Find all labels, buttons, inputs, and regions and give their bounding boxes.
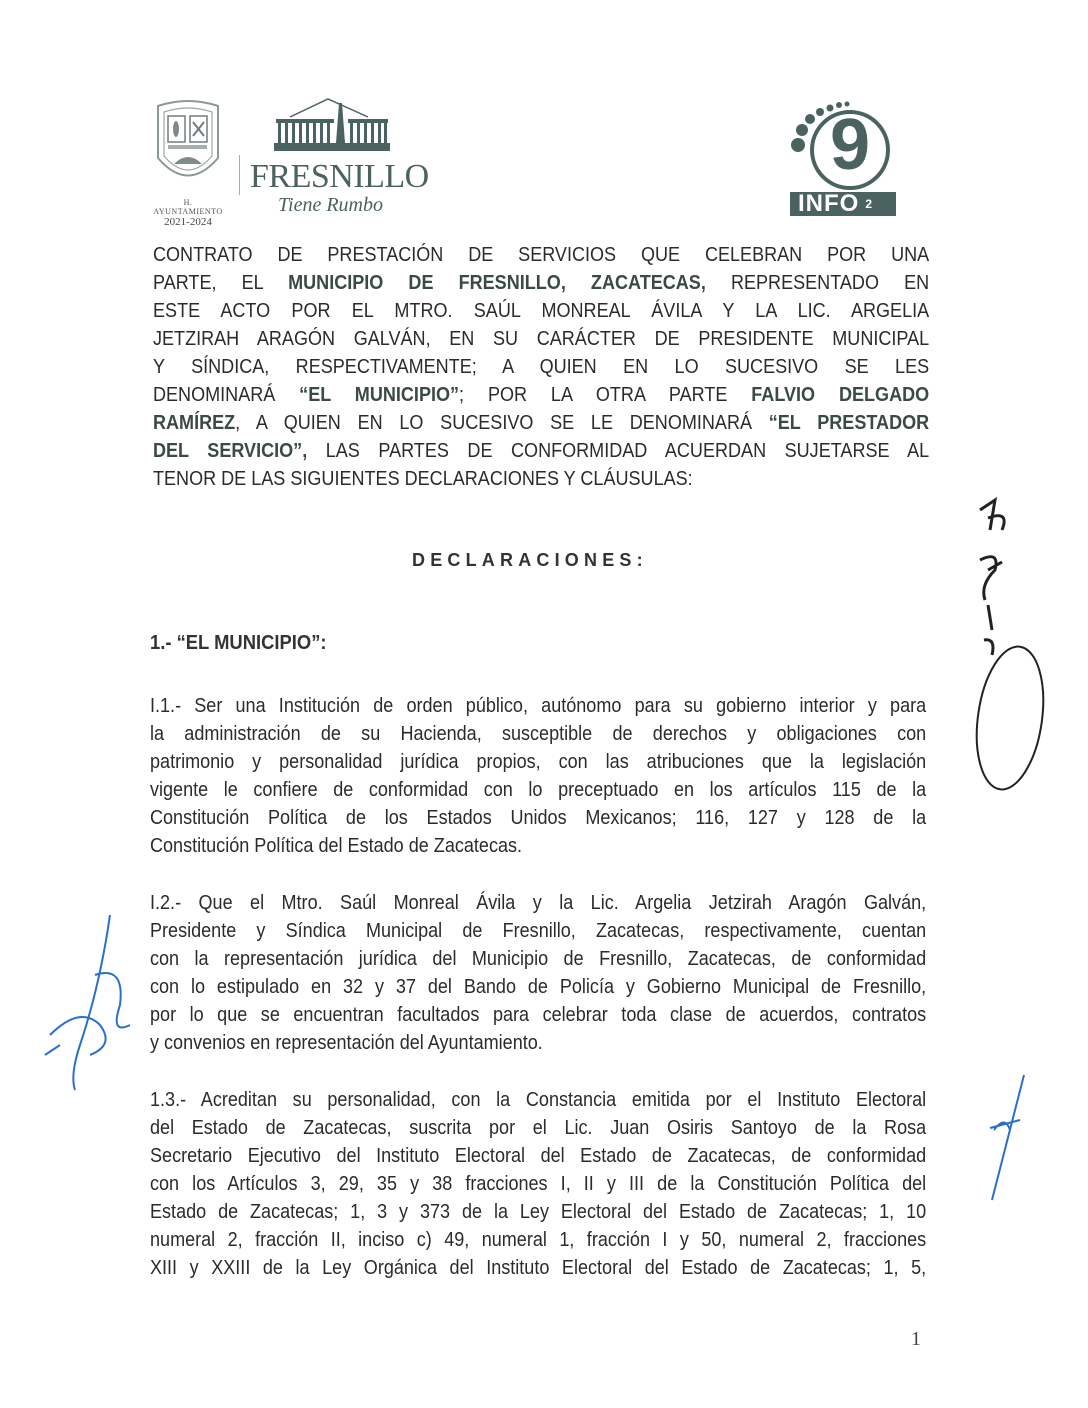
text-line-content: I.2.- Que el Mtro. Saúl Monreal Ávila y la Lic. Argelia Jetzirah Aragón Galván, [150, 891, 927, 914]
text-segment: TENOR DE LAS SIGUIENTES DECLARACIONES Y CLÁUSULAS: [153, 467, 693, 490]
text-line-content: Constitución Política del Estado de Zacatecas. [150, 834, 523, 857]
coat-of-arms-caption-1: H. AYUNTAMIENTO [153, 198, 223, 216]
declaration-1-3 [150, 1086, 926, 1282]
text-line-content: patrimonio y personalidad jurídica propios, con las atribuciones que la legislación [150, 750, 927, 773]
text-line [153, 437, 930, 465]
text-line-content: con la representación jurídica del Municipio de Fresnillo, Zacatecas, de conformidad [150, 947, 927, 970]
text-line [153, 353, 930, 381]
text-segment: REPRESENTADO EN [705, 271, 930, 294]
text-line [150, 1114, 926, 1142]
text-segment: JETZIRAH ARAGÓN GALVÁN, EN SU CARÁCTER DE PRESIDENTE MUNICIPAL [153, 327, 930, 350]
text-line [150, 1086, 926, 1114]
text-line-content: Secretario Ejecutivo del Instituto Electoral del Estado de Zacatecas, de conformidad [150, 1144, 927, 1167]
coat-of-arms-caption-2: 2021-2024 [164, 216, 212, 228]
text-line [153, 241, 930, 269]
logo-divider [239, 155, 240, 195]
declarations-heading: DECLARACIONES: [412, 550, 648, 570]
text-line [150, 889, 926, 917]
text-line [150, 1001, 926, 1029]
signature-right-margin [980, 1070, 1030, 1210]
text-line-content [153, 409, 929, 437]
text-line [150, 720, 926, 748]
text-line-content: con lo estipulado en 32 y 37 del Bando de Policía y Gobierno Municipal de Fresnillo, [150, 975, 927, 998]
text-line-content: por lo que se encuentran facultados para celebrar toda clase de acuerdos, contratos [150, 1003, 927, 1026]
text-line-content [153, 241, 929, 269]
text-line [153, 325, 930, 353]
text-line-content: y convenios en representación del Ayuntamiento. [150, 1031, 543, 1054]
text-line [150, 917, 926, 945]
info-logo [788, 100, 898, 220]
text-line [150, 1029, 926, 1057]
text-line [153, 465, 927, 493]
bold-text: MUNICIPIO DE FRESNILLO, ZACATECAS, [288, 271, 706, 294]
signature-left-margin [40, 905, 140, 1095]
page-number: 1 [911, 1328, 921, 1350]
text-line-content: la administración de su Hacienda, susceptible de derechos y obligaciones con [150, 722, 927, 745]
declaration-i1 [150, 692, 926, 860]
text-line-content [153, 437, 929, 465]
declaration-i2 [150, 889, 926, 1057]
info-logo-badge: 2 [865, 197, 873, 211]
text-line [153, 297, 930, 325]
text-line-content: del Estado de Zacatecas, suscrita por el Lic. Juan Osiris Santoyo de la Rosa [150, 1116, 927, 1139]
text-segment: ; POR LA OTRA PARTE [459, 383, 752, 406]
margin-initials-right-top [940, 490, 1060, 800]
text-line [150, 1254, 926, 1282]
bold-text: “EL MUNICIPIO” [299, 383, 460, 406]
text-line-content [153, 381, 929, 409]
text-line-content: Estado de Zacatecas; 1, 3 y 373 de la Ley Electoral del Estado de Zacatecas; 1, 10 [150, 1200, 927, 1223]
text-line-content: con los Artículos 3, 29, 35 y 38 fracciones I, II y III de la Constitución Política del [150, 1172, 927, 1195]
text-line [150, 748, 926, 776]
bold-text: FALVIO DELGADO [751, 383, 930, 406]
text-line-content [153, 269, 929, 297]
text-line-content: numeral 2, fracción II, inciso c) 49, numeral 1, fracción I y 50, numeral 2, fracciones [150, 1228, 927, 1251]
text-segment: CONTRATO DE PRESTACIÓN DE SERVICIOS QUE CELEBRAN POR UNA [153, 243, 930, 266]
text-line [153, 381, 930, 409]
text-segment: ESTE ACTO POR EL MTRO. SAÚL MONREAL ÁVILA Y LA LIC. ARGELIA [153, 299, 930, 322]
text-line-content: 1.3.- Acreditan su personalidad, con la Constancia emitida por el Instituto Electoral [150, 1088, 927, 1111]
fresnillo-monument-icon [250, 97, 420, 155]
text-line [150, 1226, 926, 1254]
info-logo-number: 9 [829, 105, 871, 185]
info-logo-label: INFO [798, 190, 860, 217]
text-line-content: XIII y XXIII de la Ley Orgánica del Instituto Electoral del Estado de Zacatecas; 1, 5, [150, 1256, 927, 1279]
text-segment: PARTE, EL [153, 271, 289, 294]
text-segment: Y SÍNDICA, RESPECTIVAMENTE; A QUIEN EN LO SUCESIVO SE LES [153, 355, 930, 378]
text-segment: DENOMINARÁ [153, 383, 300, 406]
text-line [150, 1170, 926, 1198]
text-line [150, 776, 926, 804]
coat-of-arms-logo [150, 98, 226, 228]
text-line-content: I.1.- Ser una Institución de orden público, autónomo para su gobierno interior y para [150, 694, 927, 717]
text-line-content [153, 465, 929, 493]
section-title: 1.- “EL MUNICIPIO”: [150, 632, 327, 654]
bold-text: “EL PRESTADOR [768, 411, 930, 434]
text-line [150, 692, 926, 720]
fresnillo-logo [250, 97, 429, 217]
text-line [153, 409, 930, 437]
text-line-content: Constitución Política de los Estados Unidos Mexicanos; 116, 127 y 128 de la [150, 806, 927, 829]
text-line [150, 804, 926, 832]
contract-intro [153, 241, 930, 493]
text-segment: , A QUIEN EN LO SUCESIVO SE LE DENOMINARÁ [235, 411, 769, 434]
text-line-content [153, 297, 929, 325]
text-line [153, 269, 930, 297]
text-line [150, 973, 926, 1001]
text-line-content: vigente le confiere de conformidad con lo preceptuado en los artículos 115 de la [150, 778, 927, 801]
fresnillo-logo-name: FRESNILLO [250, 158, 429, 195]
text-line [150, 945, 926, 973]
text-line-content [153, 353, 929, 381]
bold-text: RAMÍREZ [153, 411, 236, 434]
text-line-content [153, 325, 929, 353]
text-line-content: Presidente y Síndica Municipal de Fresnillo, Zacatecas, respectivamente, cuentan [150, 919, 927, 942]
text-segment: LAS PARTES DE CONFORMIDAD ACUERDAN SUJETARSE AL [307, 439, 930, 462]
fresnillo-logo-tagline: Tiene Rumbo [278, 194, 383, 216]
bold-text: DEL SERVICIO”, [153, 439, 308, 462]
text-line [150, 832, 926, 860]
text-line [150, 1142, 926, 1170]
text-line [150, 1198, 926, 1226]
